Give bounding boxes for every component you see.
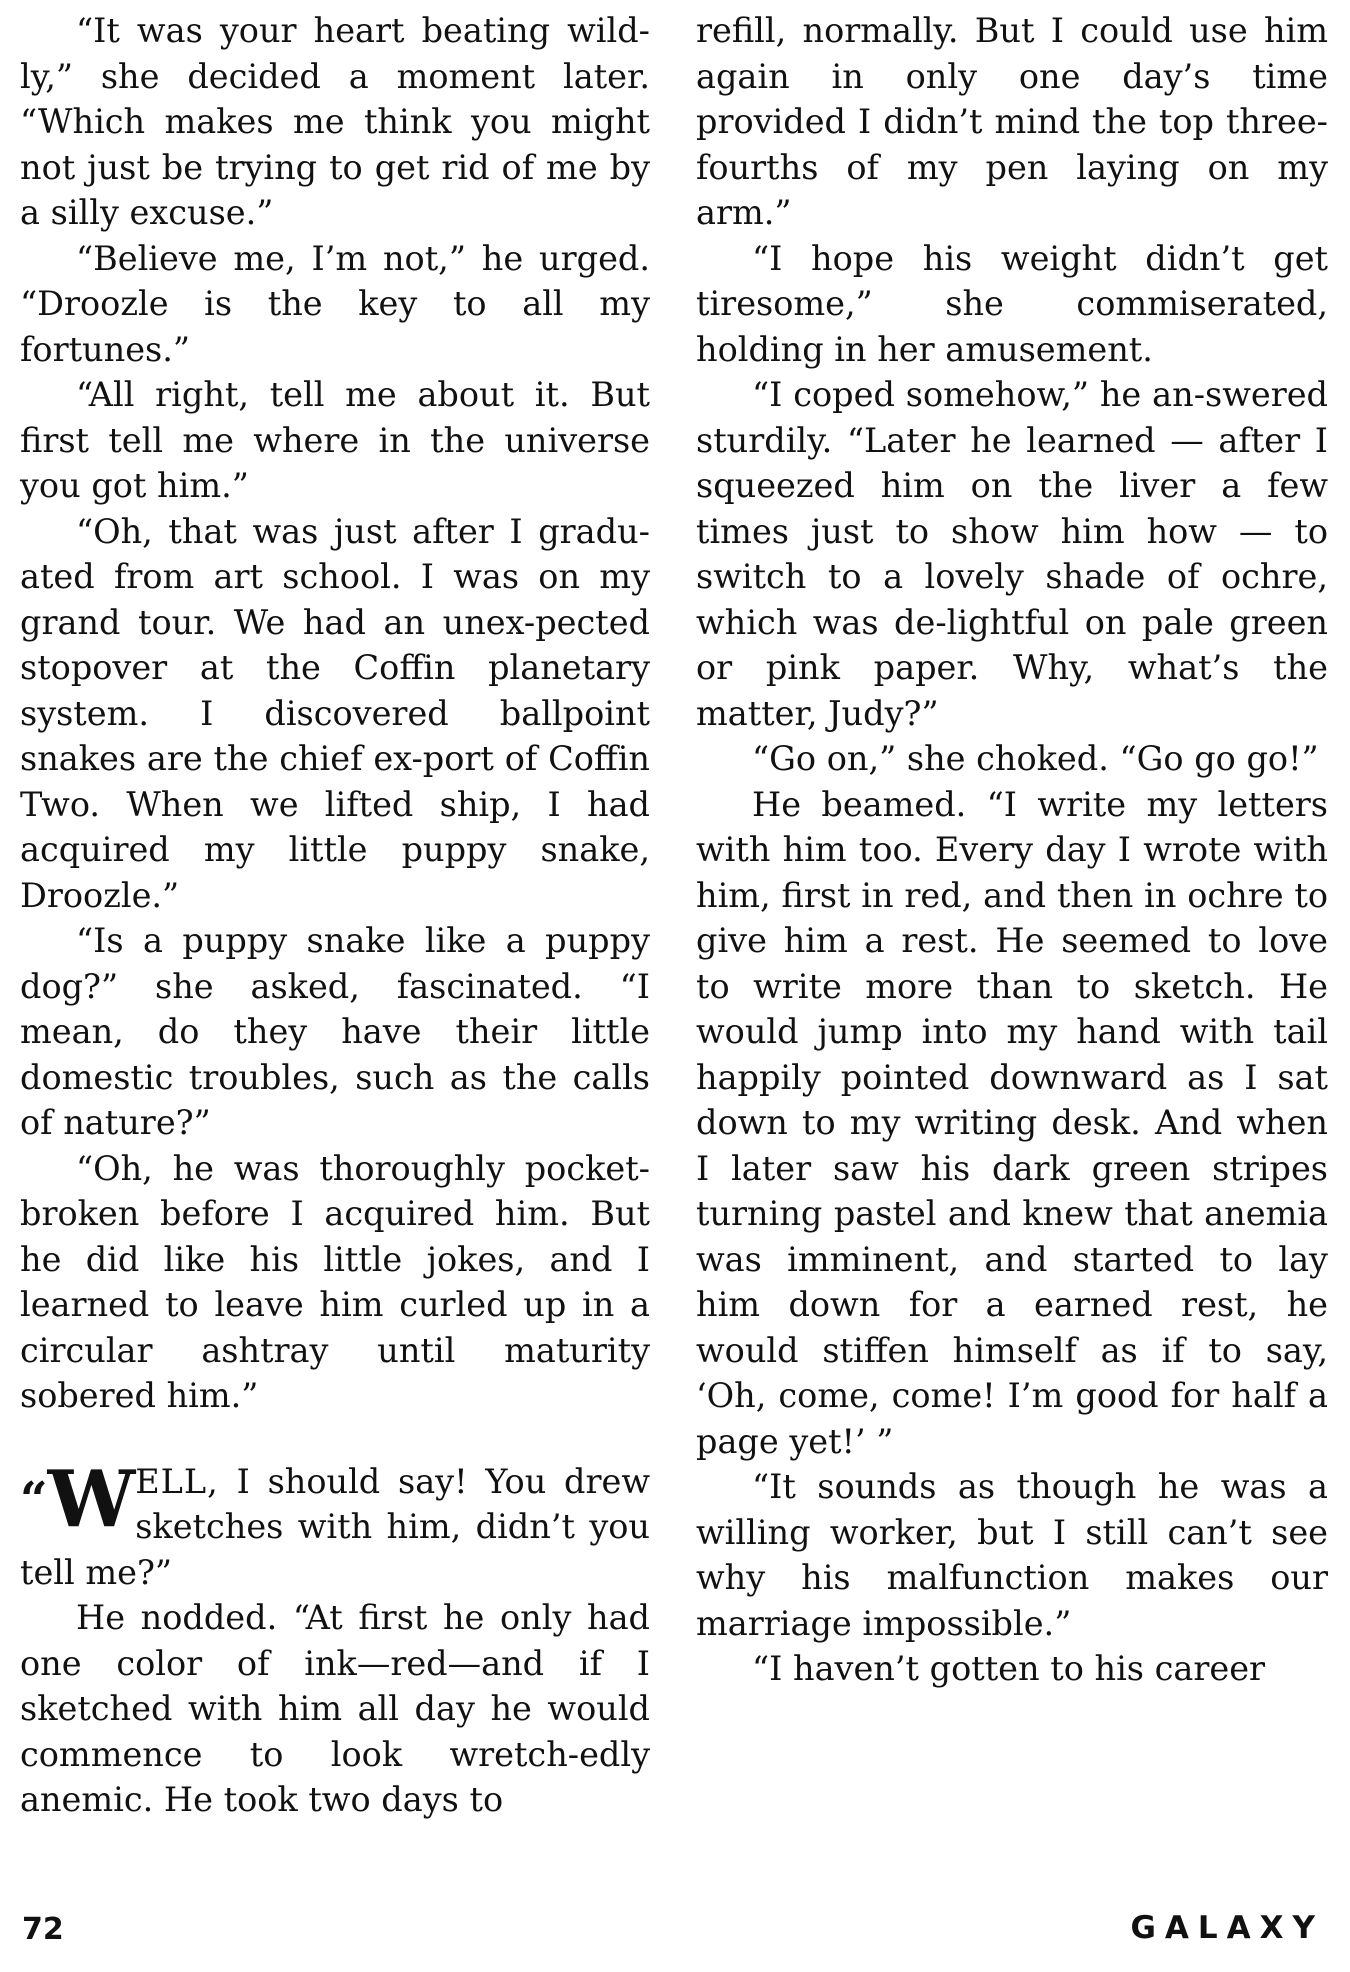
section-break xyxy=(20,1419,650,1459)
paragraph: “I hope his weight didn’t get tiresome,” she commiserated, holding in her amusement. xyxy=(696,238,1328,369)
dropcap-paragraph xyxy=(20,1453,650,1596)
paragraph: He nodded. “At first he only had one color of ink—red—and if I sketched with him all day he would commence to look wretch-edly anemic. He took two days to xyxy=(20,1598,650,1819)
page-number: 72 xyxy=(22,1912,64,1947)
paragraph: “It sounds as though he was a willing worker, but I still can’t see why his malfunction makes our marriage impossible.” xyxy=(696,1467,1328,1643)
left-column xyxy=(20,8,650,1823)
paragraph: “All right, tell me about it. But first tell me where in the universe you got him.” xyxy=(20,375,650,505)
paragraph: “Oh, that was just after I gradu-ated from art school. I was on my grand tour. We had an unex-pected stopover at the Coffin planetary system. I discovered ballpoint snakes are the chief ex-port of Coffin Two. When we lifted ship, I had acquired my little puppy snake, Droozle.” xyxy=(20,511,650,915)
magazine-title: GALAXY xyxy=(1130,1910,1324,1946)
paragraph: “Go on,” she choked. “Go go go!” xyxy=(752,739,1319,778)
paragraph: “Is a puppy snake like a puppy dog?” she asked, fascinated. “I mean, do they have their little domestic troubles, such as the calls of nature?” xyxy=(20,921,650,1142)
right-column xyxy=(696,8,1328,1692)
paragraph: “Oh, he was thoroughly pocket-broken before I acquired him. But he did like his little jokes, and I learned to leave him curled up in a circular ashtray until maturity sobered him.” xyxy=(20,1148,650,1415)
paragraph: “Believe me, I’m not,” he urged. “Droozle is the key to all my fortunes.” xyxy=(20,238,650,369)
drop-cap-smallcaps: ELL, xyxy=(135,1461,219,1501)
drop-cap xyxy=(20,1453,132,1545)
paragraph: He beamed. “I write my letters with him too. Every day I wrote with him, first in red, and then in ochre to give him a rest. He seemed to love to write more than to sketch. He would jump into my hand with tail happily pointed downward as I sat down to my writing desk. And when I later saw his dark green stripes turning pastel and knew that anemia was imminent, and started to lay him down for a earned rest, he would stiffen himself as if to say, ‘Oh, come, come! I’m good for half a page yet!’ ” xyxy=(696,784,1328,1461)
drop-cap-quote: “ xyxy=(20,1471,48,1528)
paragraph: “I haven’t gotten to his career xyxy=(752,1649,1266,1688)
drop-cap-rest: I should say! You drew sketches with him, didn’t you tell me?” xyxy=(20,1461,650,1592)
drop-cap-letter: W xyxy=(47,1453,132,1545)
paragraph-continuation: refill, normally. But I could use him again in only one day’s time provided I didn’t mind the top three-fourths of my pen laying on my arm.” xyxy=(696,11,1328,232)
paragraph: “I coped somehow,” he an-swered sturdily. “Later he learned — after I squeezed him on the liver a few times just to show him how — to switch to a lovely shade of ochre, which was de-lightful on pale green or pink paper. Why, what’s the matter, Judy?” xyxy=(696,375,1328,733)
paragraph: “It was your heart beating wild-ly,” she decided a moment later. “Which makes me think you might not just be trying to get rid of me by a silly excuse.” xyxy=(20,11,650,232)
